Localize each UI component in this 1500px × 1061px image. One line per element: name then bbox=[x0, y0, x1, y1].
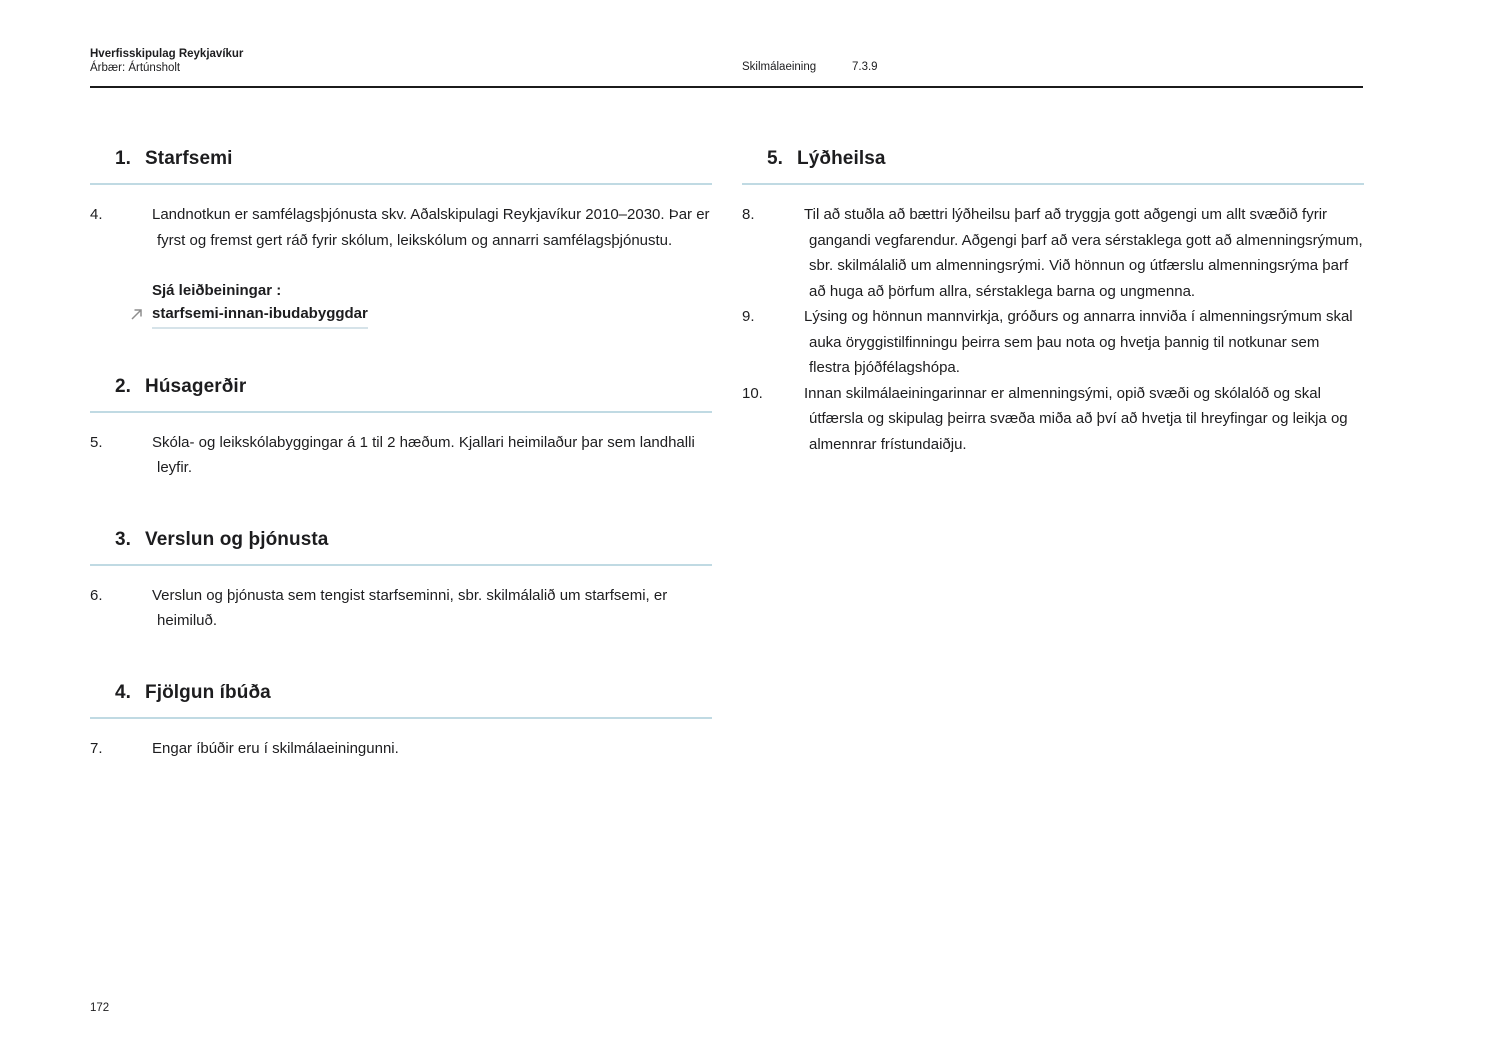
list-item bbox=[742, 381, 1364, 458]
note-label: Sjá leiðbeiningar : bbox=[152, 282, 282, 299]
unit-value: 7.3.9 bbox=[852, 61, 878, 73]
section-divider bbox=[742, 183, 1364, 185]
item-number: 4. bbox=[90, 206, 103, 223]
guidelines-note bbox=[90, 280, 712, 328]
list-item bbox=[90, 202, 712, 253]
section-heading bbox=[90, 147, 712, 171]
section-fjolgun-ibuda bbox=[90, 681, 712, 762]
item-number: 9. bbox=[742, 308, 755, 325]
header-divider bbox=[90, 86, 1363, 88]
list-item bbox=[90, 736, 712, 762]
item-text: Engar íbúðir eru í skilmálaeiningunni. bbox=[152, 739, 399, 757]
section-number: 4. bbox=[115, 681, 132, 703]
section-number: 2. bbox=[115, 375, 132, 397]
section-title: Húsagerðir bbox=[145, 375, 247, 397]
section-heading bbox=[90, 375, 712, 399]
item-text: Innan skilmálaeiningarinnar er almenningsými, opið svæði og skólalóð og skal útfærsla og skipulag þeirra svæða miða að því að hvetja til hreyfingar og leikja og almennrar frístundaiðju. bbox=[804, 384, 1348, 453]
item-number: 6. bbox=[90, 586, 103, 604]
right-column bbox=[742, 147, 1364, 457]
list-item bbox=[742, 202, 1364, 304]
section-number: 5. bbox=[767, 148, 784, 169]
section-title: Fjölgun íbúða bbox=[145, 681, 271, 703]
page-header bbox=[90, 47, 243, 75]
section-number: 1. bbox=[115, 148, 132, 169]
list-item bbox=[90, 430, 712, 481]
document-subtitle: Árbær: Ártúnsholt bbox=[90, 62, 181, 74]
section-title: Starfsemi bbox=[145, 148, 233, 169]
section-verslun-og-thjonusta bbox=[90, 528, 712, 634]
section-number: 3. bbox=[115, 528, 132, 550]
left-column bbox=[90, 147, 712, 761]
item-number: 5. bbox=[90, 433, 103, 451]
section-divider bbox=[90, 183, 712, 185]
section-lydheilsa bbox=[742, 147, 1364, 457]
section-divider bbox=[90, 411, 712, 413]
document-title: Hverfisskipulag Reykjavíkur bbox=[90, 48, 244, 60]
item-number: 8. bbox=[742, 206, 755, 223]
section-divider bbox=[90, 717, 712, 719]
item-text: Landnotkun er samfélagsþjónusta skv. Aðalskipulagi Reykjavíkur 2010–2030. Þar er fyrst og fremst gert ráð fyrir skólum, leikskólum og annarri samfélagsþjónustu. bbox=[152, 206, 710, 249]
list-item bbox=[742, 304, 1364, 381]
list-item bbox=[90, 583, 712, 634]
section-heading bbox=[742, 147, 1364, 171]
item-text: Verslun og þjónusta sem tengist starfseminni, sbr. skilmálalið um starfsemi, er heimiluð. bbox=[152, 586, 668, 629]
section-starfsemi bbox=[90, 147, 712, 328]
section-title: Lýðheilsa bbox=[797, 148, 886, 169]
section-husagerdir bbox=[90, 375, 712, 481]
section-heading bbox=[90, 681, 712, 705]
guidelines-link[interactable]: starfsemi-innan-ibudabyggdar bbox=[152, 301, 368, 329]
arrow-up-right-icon bbox=[130, 308, 152, 321]
unit-label: Skilmálaeining bbox=[742, 61, 817, 73]
item-text: Til að stuðla að bættri lýðheilsu þarf að tryggja gott aðgengi um allt svæðið fyrir gangandi vegfarendur. Aðgengi þarf að vera sérstaklega gott að almenningsrýmum, sbr. skilmálalið um almenningsrými. Við hönnun og útfærslu almenningsrýma þarf að huga að þörfum allra, sérstaklega barna og ungmenna. bbox=[804, 206, 1363, 300]
item-text: Skóla- og leikskólabyggingar á 1 til 2 hæðum. Kjallari heimilaður þar sem landhalli leyfir. bbox=[152, 433, 695, 476]
page-number: 172 bbox=[90, 1002, 110, 1014]
guidelines-link-row bbox=[90, 302, 712, 328]
section-title: Verslun og þjónusta bbox=[145, 528, 329, 550]
item-number: 7. bbox=[90, 739, 103, 757]
section-divider bbox=[90, 564, 712, 566]
section-heading bbox=[90, 528, 712, 552]
item-text: Lýsing og hönnun mannvirkja, gróðurs og annarra innviða í almenningsrýmum skal auka öryggistilfinningu þeirra sem þau nota og hvetja þannig til notkunar sem flestra þjóðfélagshópa. bbox=[804, 308, 1353, 376]
item-number: 10. bbox=[742, 384, 763, 402]
